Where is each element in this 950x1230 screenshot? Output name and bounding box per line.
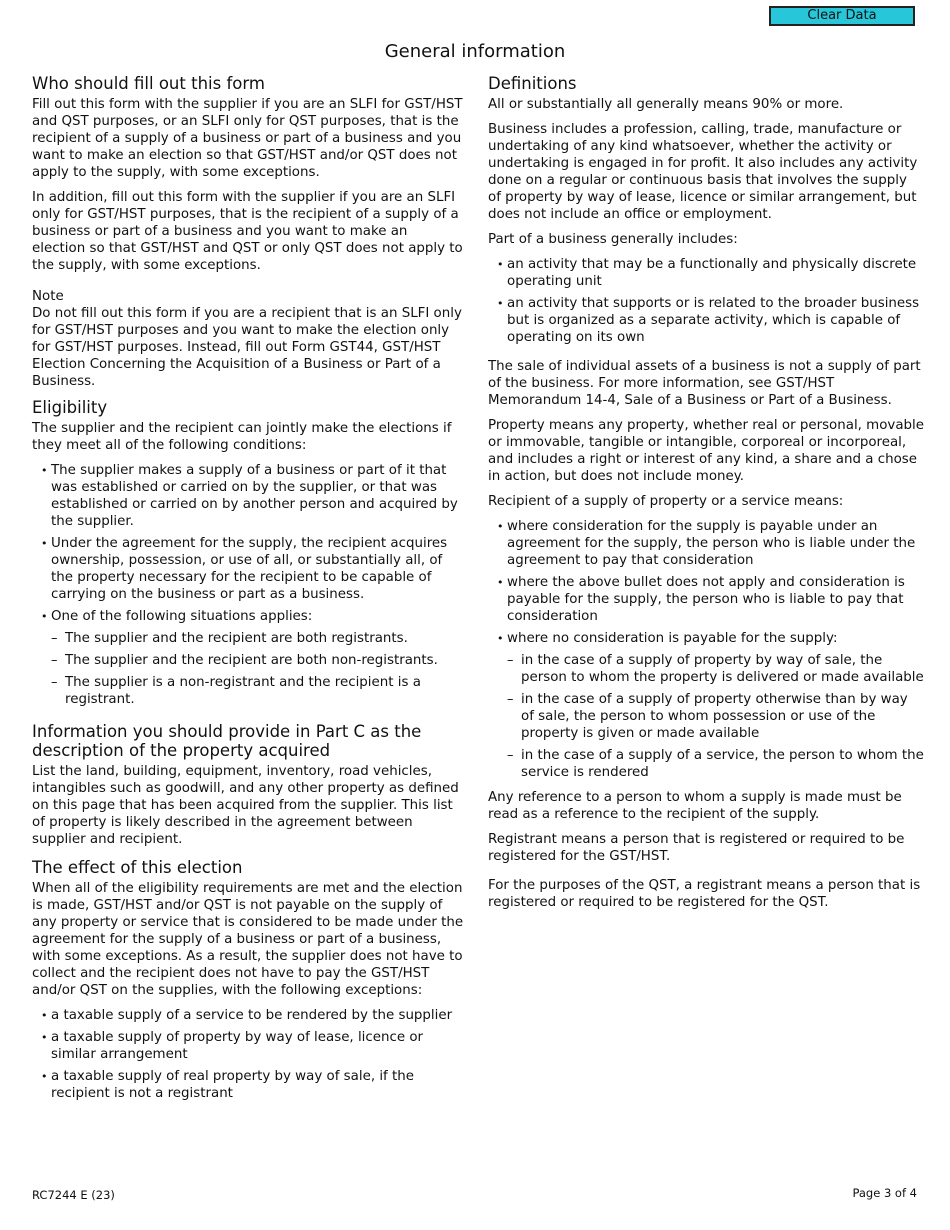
- information-section: [32, 722, 464, 848]
- eligibility-conditions: [32, 462, 464, 708]
- clear-data-button[interactable]: Clear Data: [769, 6, 915, 26]
- definition-all-or-substantially-all: All or substantially all generally means 90% or more.: [488, 97, 844, 112]
- page-title: General information: [384, 41, 566, 62]
- part-of-business-list: [488, 256, 924, 346]
- effect-heading: The effect of this election: [32, 858, 243, 877]
- list-item: • a taxable supply of a service to be rendered by the supplier: [32, 1007, 464, 1024]
- left-column: [32, 74, 464, 1110]
- note-label: Note: [32, 289, 64, 304]
- eligibility-intro: The supplier and the recipient can jointly make the elections if they meet all of the following conditions:: [32, 421, 452, 453]
- recipient-intro: Recipient of a supply of property or a service means:: [488, 494, 844, 509]
- who-paragraph-2: In addition, fill out this form with the supplier if you are an SLFI only for GST/HST purposes, that is the recipient of a supply of a business or part of a business and you want to make an election so that GST/HST and QST or only QST does not apply to the supply, with some exceptions.: [32, 190, 463, 273]
- right-column: [488, 74, 924, 919]
- recipient-list: [488, 518, 924, 781]
- part-of-business-intro: Part of a business generally includes:: [488, 232, 738, 247]
- list-item: • an activity that may be a functionally and physically discrete operating unit: [488, 256, 924, 290]
- list-item-text: One of the following situations applies:: [51, 609, 313, 624]
- who-heading: Who should fill out this form: [32, 74, 265, 93]
- who-should-fill-section: [32, 74, 464, 390]
- list-item: • a taxable supply of real property by way of sale, if the recipient is not a registrant: [32, 1068, 464, 1102]
- eligibility-heading: Eligibility: [32, 398, 108, 417]
- list-item: – in the case of a supply of property by way of sale, the person to whom the property is delivered or made available: [507, 652, 924, 686]
- definition-qst-registrant: For the purposes of the QST, a registrant means a person that is registered or required to be registered for the QST.: [488, 878, 921, 910]
- list-item: • where consideration for the supply is payable under an agreement for the supply, the person who is liable under the agreement to pay that consideration: [488, 518, 924, 569]
- list-item: [32, 608, 464, 708]
- definition-property: Property means any property, whether real or personal, movable or immovable, tangible or intangible, corporeal or incorporeal, and includes a right or interest of any kind, a share and a chose in action, but does not include money.: [488, 418, 924, 484]
- reference-text: Any reference to a person to whom a supply is made must be read as a reference to the recipient of the supply.: [488, 790, 902, 822]
- information-heading: Information you should provide in Part C as the description of the property acquired: [32, 722, 422, 760]
- sale-of-assets-text: The sale of individual assets of a business is not a supply of part of the business. For more information, see GST/HST Memorandum 14-4, Sale of a Business or Part of a Business.: [488, 359, 921, 408]
- list-item: • where the above bullet does not apply and consideration is payable for the supply, the person who is liable to pay that consideration: [488, 574, 924, 625]
- list-item: – in the case of a supply of a service, the person to whom the service is rendered: [507, 747, 924, 781]
- list-item: • an activity that supports or is related to the broader business but is organized as a separate activity, which is capable of operating on its own: [488, 295, 924, 346]
- who-paragraph-1: Fill out this form with the supplier if you are an SLFI for GST/HST and QST purposes, or an SLFI only for QST purposes, that is the recipient of a supply of a business or part of a business and you want to make an election so that GST/HST and/or QST does not apply to the supply, with some exceptions.: [32, 97, 463, 180]
- note-text: Do not fill out this form if you are a recipient that is an SLFI only for GST/HST purposes and you want to make the election only for GST/HST purposes. Instead, fill out Form GST44, GST/HST Election Concerning the Acquisition of a Business or Part of a Business.: [32, 306, 462, 389]
- list-item: – The supplier is a non-registrant and the recipient is a registrant.: [51, 674, 464, 708]
- effect-exceptions: [32, 1007, 464, 1102]
- list-item: • The supplier makes a supply of a business or part of it that was established or carried on by the supplier, or that was established or carried on by another person and acquired by the supplier.: [32, 462, 464, 530]
- situations-list: [51, 630, 464, 708]
- list-item-text: where no consideration is payable for the supply:: [507, 631, 838, 646]
- list-item: – in the case of a supply of property otherwise than by way of sale, the person to whom possession or use of the property is given or made available: [507, 691, 924, 742]
- page-number: Page 3 of 4: [852, 1186, 917, 1200]
- form-code: RC7244 E (23): [32, 1188, 115, 1202]
- eligibility-section: [32, 398, 464, 708]
- definition-registrant: Registrant means a person that is registered or required to be registered for the GST/HST.: [488, 832, 905, 864]
- no-consideration-list: [507, 652, 924, 781]
- definitions-heading: Definitions: [488, 74, 577, 93]
- effect-section: [32, 858, 464, 1102]
- list-item: – The supplier and the recipient are both registrants.: [51, 630, 464, 647]
- list-item: – The supplier and the recipient are both non-registrants.: [51, 652, 464, 669]
- definition-business: Business includes a profession, calling, trade, manufacture or undertaking of any kind whatsoever, whether the activity or undertaking is engaged in for profit. It also includes any activity done on a regular or continuous basis that involves the supply of property by way of lease, licence or similar arrangement, but does not include an office or employment.: [488, 122, 918, 222]
- list-item: [488, 630, 924, 781]
- list-item: • a taxable supply of property by way of lease, licence or similar arrangement: [32, 1029, 464, 1063]
- effect-text: When all of the eligibility requirements are met and the election is made, GST/HST and/or QST is not payable on the supply of any property or service that is considered to be made under the agreement for the supply of a business or part of a business, with some exceptions. As a result, the supplier does not have to collect and the recipient does not have to pay the GST/HST and/or QST on the supplies, with the following exceptions:: [32, 881, 464, 998]
- list-item: • Under the agreement for the supply, the recipient acquires ownership, possession, or use of all, or substantially all, of the property necessary for the recipient to be capable of carrying on the business or part as a business.: [32, 535, 464, 603]
- information-text: List the land, building, equipment, inventory, road vehicles, intangibles such as goodwill, and any other property as defined on this page that has been acquired from the supplier. This list of property is likely described in the agreement between supplier and recipient.: [32, 764, 459, 847]
